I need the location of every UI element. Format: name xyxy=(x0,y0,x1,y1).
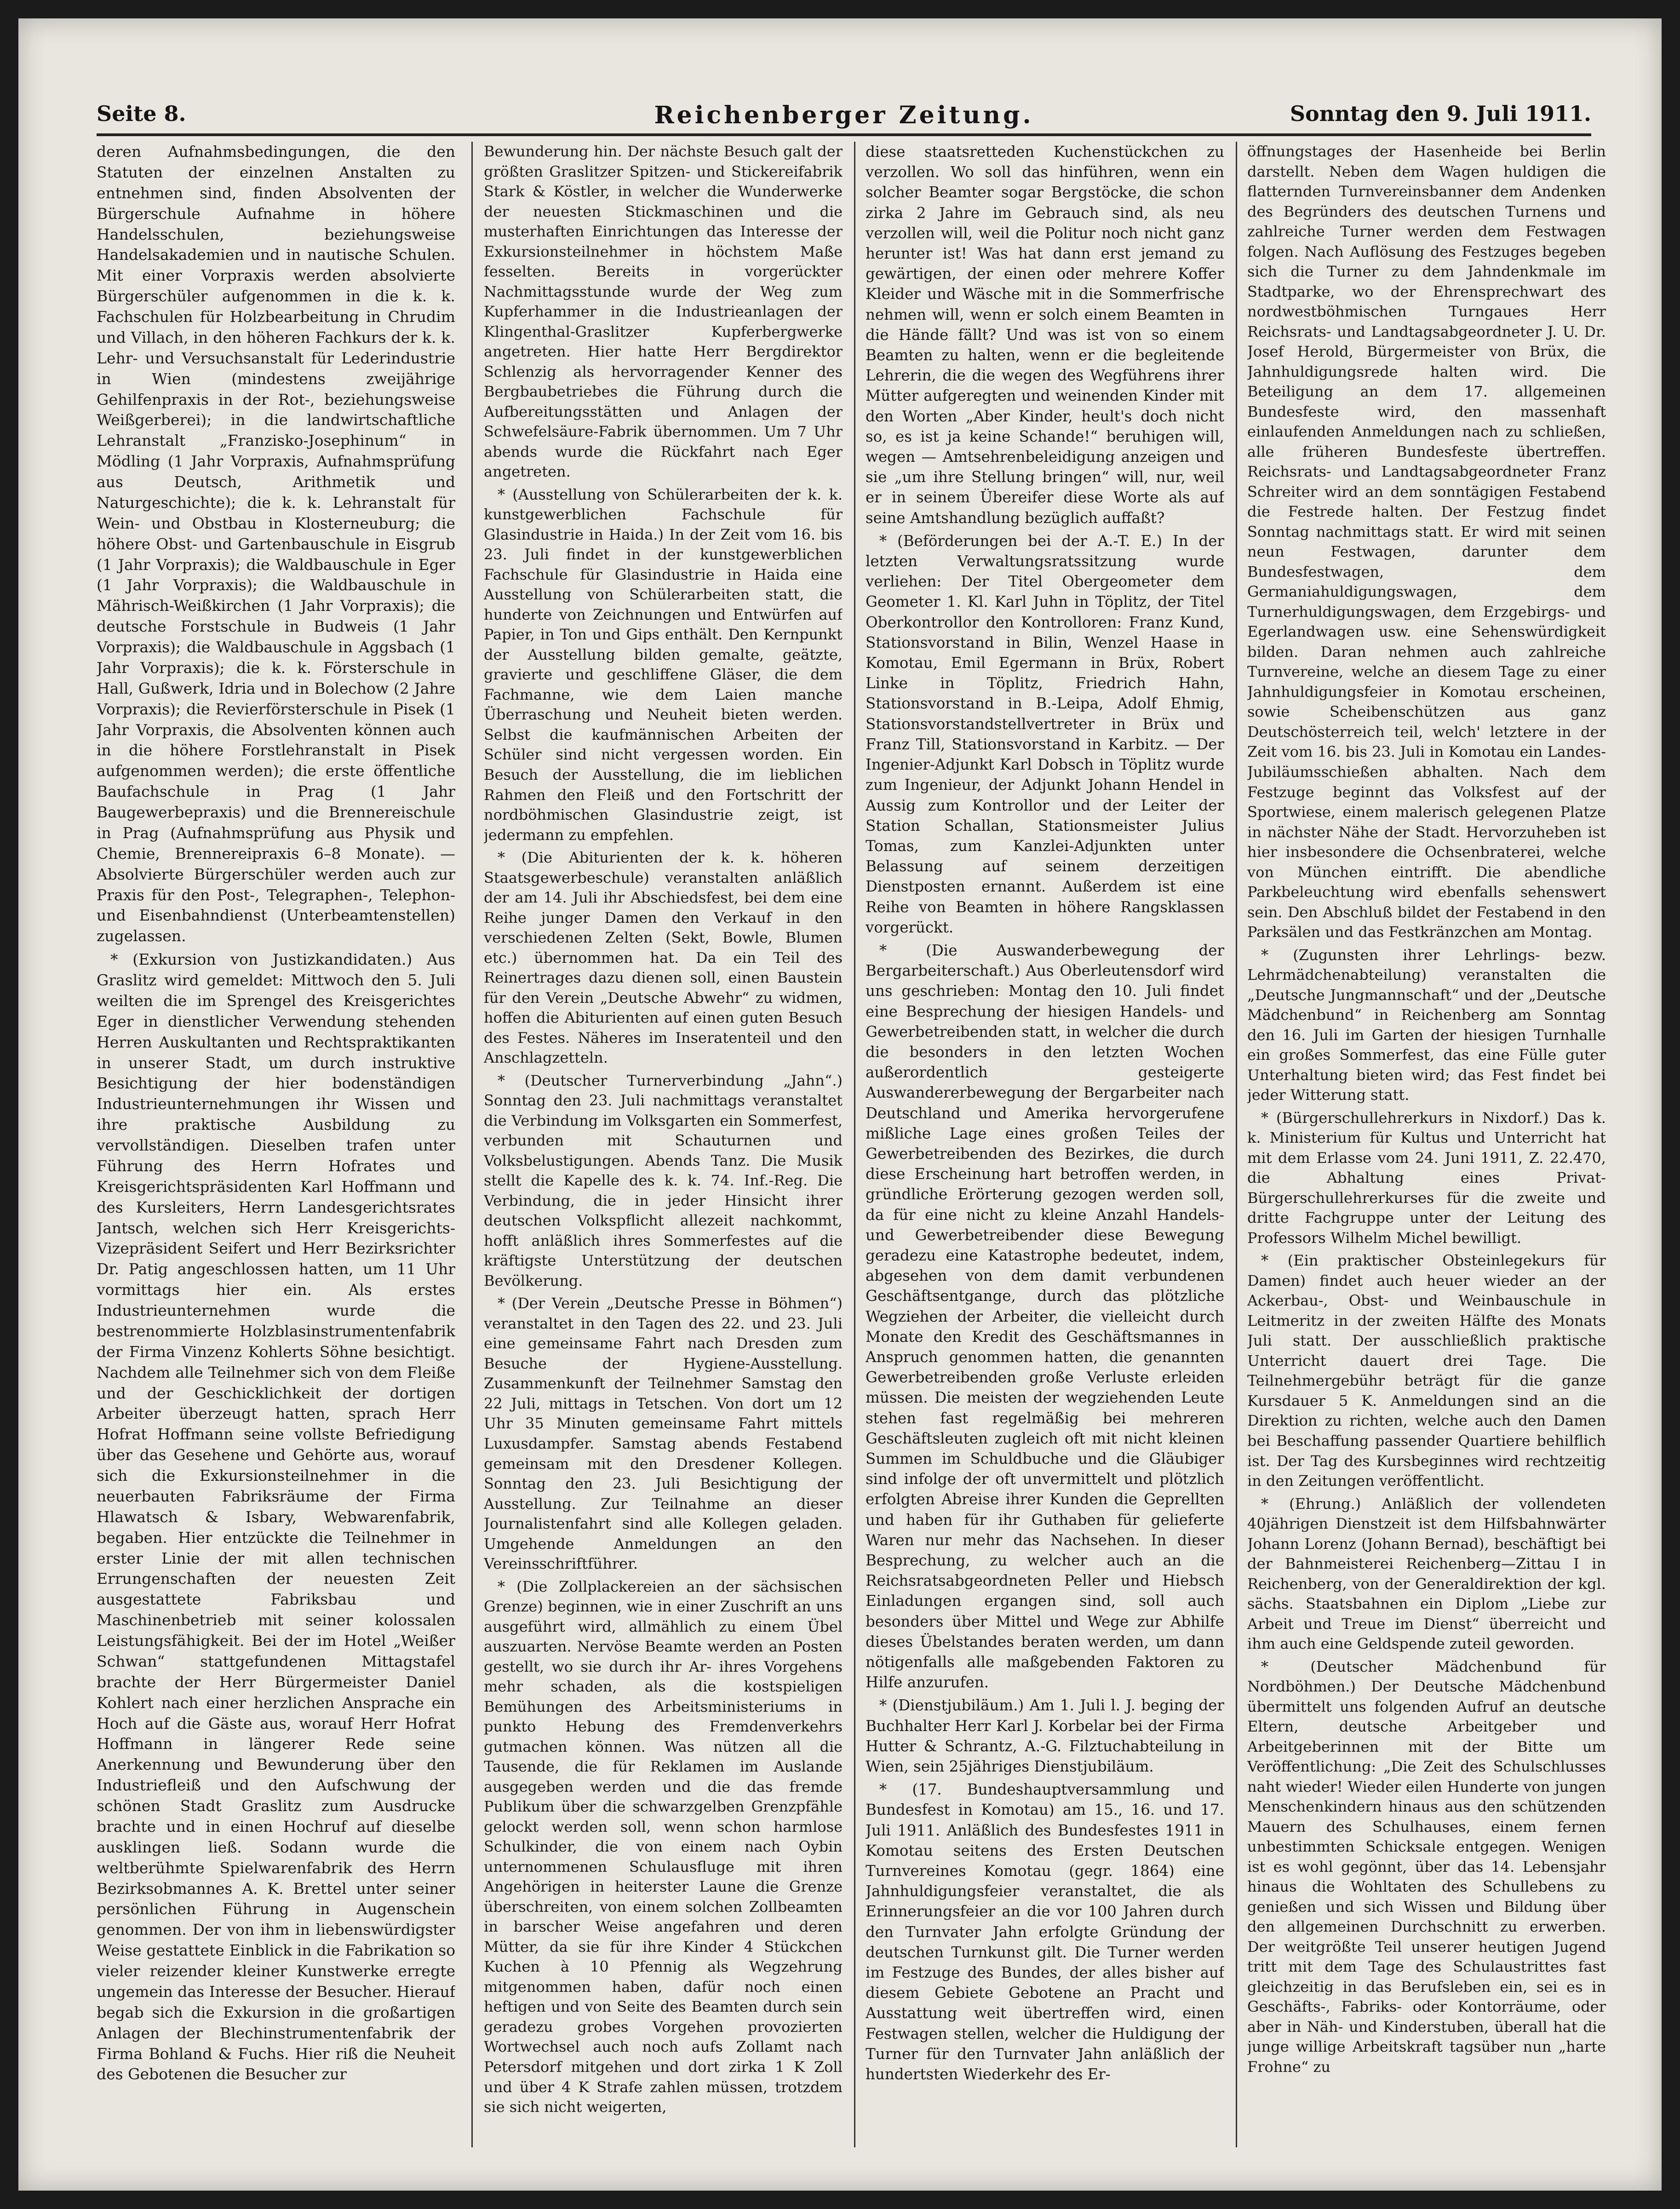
article-paragraph: * (Dienstjubiläum.) Am 1. Juli l. J. beging der Buchhalter Herr Karl J. Korbelar bei der Firma Hutter & Schrantz, A.-G. Filztuchabteilung in Wien, sein 25jähriges Dienstjubiläum. xyxy=(866,1697,1224,1776)
article-paragraph: * (Bürgerschullehrerkurs in Nixdorf.) Das k. k. Ministerium für Kultus und Unterricht hat mit dem Erlasse vom 24. Juni 1911, Z. 22.470, die Abhaltung eines Privat-Bürgerschullehrerkurses für die zweite und dritte Fachgruppe unter der Leitung des Professors Wilhelm Michel bewilligt. xyxy=(1247,1109,1606,1247)
article-paragraph: * (Ein praktischer Obsteinlegekurs für Damen) findet auch heuer wieder an der Ackerbau-, Obst- und Weinbauschule in Leitmeritz in der zweiten Hälfte des Monats Juli statt. Der ausschließlich praktische Unterricht dauert drei Tage. Die Teilnehmergebühr beträgt für die ganze Kursdauer 5 K. Anmeldungen sind an die Direktion zu richten, welche auch den Damen bei Beschaffung passender Quartiere behilflich ist. Der Tag des Kursbeginnes wird rechtzeitig in den Zeitungen veröffentlicht. xyxy=(1247,1252,1606,1490)
newspaper-page xyxy=(18,18,1662,2191)
page-number: Seite 8. xyxy=(97,101,186,126)
header-rule xyxy=(97,133,1591,136)
page-header xyxy=(97,101,1591,133)
article-paragraph: * (Zugunsten ihrer Lehrlings- bezw. Lehrmädchenabteilung) veranstalten die „Deutsche Jungmannschaft“ und der „Deutsche Mädchenbund“ in Reichenberg am Sonntag den 16. Juli im Garten der hiesigen Turnhalle ein großes Sommerfest, das eine Fülle guter Unterhaltung bieten wird; das Fest findet bei jeder Witterung statt. xyxy=(1247,946,1606,1104)
article-paragraph: deren Aufnahmsbedingungen, die den Statuten der einzelnen Anstalten zu entnehmen sind, finden Absolventen der Bürgerschule Aufnahme in höhere Handelsschulen, beziehungsweise Handelsakademien und in nautische Schulen. Mit einer Vorpraxis werden absolvierte Bürgerschüler aufgenommen in die k. k. Fachschulen für Holzbearbeitung in Chrudim und Villach, in den höheren Fachkurs der k. k. Lehr- und Versuchsanstalt für Lederindustrie in Wien (mindestens zweijährige Gehilfenpraxis in der Rot-, beziehungsweise Weißgerberei); in die landwirtschaftliche Lehranstalt „Franzisko-Josephinum“ in Mödling (1 Jahr Vorpraxis, Aufnahmsprüfung aus Deutsch, Arithmetik und Naturgeschichte); die k. k. Lehranstalt für Wein- und Obstbau in Klosterneuburg; die höhere Obst- und Gartenbauschule in Eisgrub (1 Jahr Vorpraxis); die Waldbauschule in Eger (1 Jahr Vorpraxis); die Waldbauschule in Mährisch-Weißkirchen (1 Jahr Vorpraxis); die deutsche Forstschule in Budweis (1 Jahr Vorpraxis); die Waldbauschule in Aggsbach (1 Jahr Vorpraxis); die k. k. Försterschule in Hall, Gußwerk, Idria und in Bolechow (2 Jahre Vorpraxis); die Revierförsterschule in Pisek (1 Jahr Vorpraxis, die Absolventen können auch in die höhere Forstlehranstalt in Pisek aufgenommen werden); die erste öffentliche Baufachschule in Prag (1 Jahr Baugewerbepraxis) und die Brennereischule in Prag (Aufnahmsprüfung aus Physik und Chemie, Brennereipraxis 6–8 Monate). — Absolvierte Bürgerschüler werden auch zur Praxis für den Post-, Telegraphen-, Telephon- und Eisenbahndienst (Unterbeamtenstellen) zugelassen. xyxy=(97,143,455,945)
column-3 xyxy=(866,142,1224,2147)
article-paragraph: * (Deutscher Mädchenbund für Nordböhmen.) Der Deutsche Mädchenbund übermittelt uns folgenden Aufruf an deutsche Eltern, deutsche Arbeitgeber und Arbeitgeberinnen mit der Bitte um Veröffentlichung: „Die Zeit des Schulschlusses naht wieder! Wieder eilen Hunderte von jungen Menschenkindern hinaus aus den schützenden Mauern des Schulhauses, einem fernen unbestimmten Schicksale entgegen. Wenigen ist es wohl gegönnt, über das 14. Lebensjahr hinaus die Wohltaten des Schullebens zu genießen und sich Wissen und Bildung über den allgemeinen Durchschnitt zu erwerben. Der weitgrößte Teil unserer heutigen Jugend tritt mit dem Tage des Schulaustrittes fast gleichzeitig in das Berufsleben ein, sei es in Geschäfts-, Fabriks- oder Kontorräume, oder aber in Näh- und Kinderstuben, überall hat die junge willige Arbeitskraft tagsüber nun „harte Frohne“ zu xyxy=(1247,1657,1606,2076)
article-paragraph: * (Ehrung.) Anläßlich der vollendeten 40jährigen Dienstzeit ist dem Hilfsbahnwärter Johann Lorenz (Johann Bernad), beschäftigt bei der Bahnmeisterei Reichenberg—Zittau I in Reichenberg, von der Generaldirektion der kgl. sächs. Staatsbahnen ein Diplom „Liebe zur Arbeit und Treue im Dienst“ überreicht und ihm auch eine Geldspende zuteil geworden. xyxy=(1247,1495,1606,1653)
column-divider xyxy=(1236,142,1237,2147)
article-paragraph: * (Ausstellung von Schülerarbeiten der k. k. kunstgewerblichen Fachschule für Glasindustrie in Haida.) In der Zeit vom 16. bis 23. Juli findet in der kunstgewerblichen Fachschule für Glasindustrie in Haida eine Ausstellung von Schülerarbeiten statt, die hunderte von Zeichnungen und Entwürfen auf Papier, in Ton und Gips enthält. Den Kernpunkt der Ausstellung bilden gemalte, geätzte, gravierte und geschliffene Gläser, die dem Fachmanne, wie dem Laien manche Überraschung und Neuheit bieten werden. Selbst die kaufmännischen Arbeiten der Schüler sind nicht vergessen worden. Ein Besuch der Ausstellung, die im lieblichen Rahmen den Fleiß und den Fortschritt der nordböhmischen Glasindustrie zeigt, ist jedermann zu empfehlen. xyxy=(484,485,843,844)
article-paragraph: diese staatsretteden Kuchenstückchen zu verzollen. Wo soll das hinführen, wenn ein solcher Beamter sogar Bergstöcke, die schon zirka 2 Jahre im Gebrauch sind, als neu verzollen will, weil die Politur noch nicht ganz herunter ist! Was hat dann erst jemand zu gewärtigen, der einen oder mehrere Koffer Kleider und Wäsche mit in die Sommerfrische nehmen will, wenn er solch einem Beamten in die Hände fällt? Und was ist von so einem Beamten zu halten, wenn er die begleitende Lehrerin, die die wegen des Wegführens ihrer Mütter aufgeregten und weinenden Kinder mit den Worten „Aber Kinder, heult's doch nicht so, es ist ja keine Schande!“ beruhigen will, wegen — Amtsehrenbeleidigung anzeigen und sie „um ihre Stellung bringen“ will, nur, weil er in seinem Übereifer diese Worte als auf seine Amtshandlung bezüglich auffaßt? xyxy=(866,143,1224,527)
column-divider xyxy=(854,142,855,2147)
column-1 xyxy=(97,142,455,2147)
article-paragraph: * (Der Verein „Deutsche Presse in Böhmen“) veranstaltet in den Tagen des 22. und 23. Juli eine gemeinsame Fahrt nach Dresden zum Besuche der Hygiene-Ausstellung. Zusammenkunft der Teilnehmer Samstag den 22 Juli, mittags in Tetschen. Von dort um 12 Uhr 35 Minuten gemeinsame Fahrt mittels Luxusdampfer. Samstag abends Festabend gemeinsam mit den Dresdener Kollegen. Sonntag den 23. Juli Besichtigung der Ausstellung. Zur Teilnahme an dieser Journalistenfahrt sind alle Kollegen geladen. Umgehende Anmeldungen an den Vereinsschriftführer. xyxy=(484,1294,843,1573)
column-4 xyxy=(1247,142,1606,2147)
column-2 xyxy=(484,142,843,2147)
article-paragraph: * (Die Auswanderbewegung der Bergarbeiterschaft.) Aus Oberleutensdorf wird uns geschrieben: Montag den 10. Juli findet eine Besprechung der hiesigen Handels- und Gewerbetreibenden statt, in welcher die durch die besonders in den letzten Wochen außerordentlich gesteigerte Auswandererbewegung der Bergarbeiter nach Deutschland und Amerika hervorgerufene mißliche Lage eines großen Teiles der Gewerbetreibenden des Bezirkes, die durch diese Erscheinung hart betroffen werden, in gründliche Erörterung gezogen werden soll, da für eine nicht zu kleine Anzahl Handels- und Gewerbetreibender diese Bewegung geradezu eine Katastrophe bedeutet, indem, abgesehen von dem damit verbundenen Geschäftsentgange, durch das plötzliche Wegziehen der Arbeiter, die vielleicht durch Monate den Kredit des Geschäftsmannes in Anspruch genommen hatten, die genannten Gewerbetreibenden große Verluste erleiden müssen. Die meisten der wegziehenden Leute stehen fast regelmäßig bei mehreren Geschäftsleuten zugleich oft mit nicht kleinen Summen im Schuldbuche und die Gläubiger sind infolge der oft unvermittelt und plötzlich erfolgten Abreise ihrer Kunden die Geprellten und haben für ihr Guthaben für gelieferte Waren nur mehr das Nachsehen. In dieser Besprechung, zu welcher auch an die Reichsratsabgeordneten Peller und Hiebsch Einladungen ergangen sind, soll auch besonders über Mittel und Wege zur Abhilfe dieses Übelstandes beraten werden, um dann nötigenfalls alle maßgebenden Faktoren zu Hilfe anzurufen. xyxy=(866,941,1224,1691)
article-paragraph: * (Exkursion von Justizkandidaten.) Aus Graslitz wird gemeldet: Mittwoch den 5. Juli weilten die im Sprengel des Kreisgerichtes Eger in dienstlicher Verwendung stehenden Herren Auskultanten und Rechtspraktikanten in unserer Stadt, um durch instruktive Besichtigung der hier bodenständigen Industrieunternehmungen ihr Wissen und ihre praktische Ausbildung zu vervollständigen. Dieselben trafen unter Führung des Herrn Hofrates und Kreisgerichtspräsidenten Karl Hoffmann und des Kursleiters, Herrn Landesgerichtsrates Jantsch, welchen sich Herr Kreisgerichts-Vizepräsident Seifert und Herr Bezirksrichter Dr. Patig angeschlossen hatten, um 11 Uhr vormittags hier ein. Als erstes Industrieunternehmen wurde die bestrenommierte Holzblasinstrumentenfabrik der Firma Vinzenz Kohlerts Söhne besichtigt. Nachdem alle Teilnehmer sich von dem Fleiße und der Geschicklichkeit der dortigen Arbeiter überzeugt hatten, sprach Herr Hofrat Hoffmann seine vollste Befriedigung über das Gesehene und Gehörte aus, worauf sich die Exkursionsteilnehmer in die neuerbauten Fabriksräume der Firma Hlawatsch & Isbary, Webwarenfabrik, begaben. Hier entzückte die Teilnehmer in erster Linie der mit allen technischen Errungenschaften der neuesten Zeit ausgestattete Fabriksbau und Maschinenbetrieb mit seiner kolossalen Leistungsfähigkeit. Bei der im Hotel „Weißer Schwan“ stattgefundenen Mittagstafel brachte der Herr Bürgermeister Daniel Kohlert nach einer herzlichen Ansprache ein Hoch auf die Gäste aus, worauf Herr Hofrat Hoffmann in längerer Rede seine Anerkennung und Bewunderung über den Industriefleiß und den Aufschwung der schönen Stadt Graslitz zum Ausdrucke brachte und in einen Hochruf auf dieselbe ausklingen ließ. Sodann wurde die weltberühmte Spielwarenfabrik des Herrn Bezirksobmannes A. K. Brettel unter seiner persönlichen Führung in Augenschein genommen. Der von ihm in liebenswürdigster Weise gestattete Einblick in die Fabrikation so vieler reizender kleiner Kunstwerke erregte ungemein das Interesse der Besucher. Hierauf begab sich die Exkursion in die großartigen Anlagen der Blechinstrumentenfabrik der Firma Bohland & Fuchs. Hier riß die Neuheit des Gebotenen die Besucher zur xyxy=(97,950,455,2083)
article-paragraph: * (Die Abiturienten der k. k. höheren Staatsgewerbeschule) veranstalten anläßlich der am 14. Juli ihr Abschiedsfest, bei dem eine Reihe junger Damen den Verkauf in den verschiedenen Zelten (Sekt, Bowle, Blumen etc.) übernommen hat. Da ein Teil des Reinertrages dazu dienen soll, einen Baustein für den Verein „Deutsche Abwehr“ zu widmen, hoffen die Abiturienten auf einen guten Besuch des Festes. Näheres im Inseratenteil und den Anschlagzetteln. xyxy=(484,849,843,1067)
article-paragraph: Bewunderung hin. Der nächste Besuch galt der größten Graslitzer Spitzen- und Stickereifabrik Stark & Köstler, in welcher die Wunderwerke der neuesten Stickmaschinen und die musterhaften Einrichtungen das Interesse der Exkursionsteilnehmer in höchstem Maße fesselten. Bereits in vorgerückter Nachmittagsstunde wurde der Weg zum Kupferhammer in die Industrieanlagen der Klingenthal-Graslitzer Kupferbergwerke angetreten. Hier hatte Herr Bergdirektor Schlenzig als hervorragender Kenner des Bergbaubetriebes die Führung durch die Aufbereitungsstätten und Anlagen der Schwefelsäure-Fabrik übernommen. Um 7 Uhr abends wurde die Rückfahrt nach Eger angetreten. xyxy=(484,143,843,481)
issue-date: Sonntag den 9. Juli 1911. xyxy=(1290,101,1591,126)
article-paragraph: * (17. Bundeshauptversammlung und Bundesfest in Komotau) am 15., 16. und 17. Juli 1911. Anläßlich des Bundesfestes 1911 in Komotau seitens des Ersten Deutschen Turnvereines Komotau (gegr. 1864) eine Jahnhuldigungsfeier veranstaltet, die als Erinnerungsfeier an die vor 100 Jahren durch den Turnvater Jahn erfolgte Gründung der deutschen Turnkunst gilt. Die Turner werden im Festzuge des Bundes, der alles bisher auf diesem Gebiete Gebotene an Pracht und Ausstattung weit übertreffen wird, einen Festwagen stellen, welcher die Huldigung der Turner für den Turnvater Jahn anläßlich der hundertsten Wiederkehr des Er- xyxy=(866,1781,1224,2083)
column-divider xyxy=(471,142,473,2147)
article-paragraph: * (Die Zollplackereien an der sächsischen Grenze) beginnen, wie in einer Zuschrift an uns ausgeführt wird, allmählich zu einem Übel auszuarten. Nervöse Beamte werden an Posten gestellt, wo sie durch ihr Ar- ihres Vorgehens mehr schaden, als die kostspieligen Bemühungen des Arbeitsministeriums in punkto Hebung des Fremdenverkehrs gutmachen können. Was nützen all die Tausende, die für Reklamen im Auslande ausgegeben werden und die das fremde Publikum über die schwarzgelben Grenzpfähle gelockt werden soll, wenn schon harmlose Schulkinder, die von einem nach Oybin unternommenen Schulausfluge mit ihren Angehörigen in heiterster Laune die Grenze überschreiten, von einem solchen Zollbeamten in barscher Weise angefahren und deren Mütter, da sie für ihre Kinder 4 Stückchen Kuchen à 10 Pfennig als Wegzehrung mitgenommen haben, dafür noch einen heftigen und von Seite des Beamten durch sein geradezu grobes Vorgehen provozierten Wortwechsel auch noch aufs Zollamt nach Petersdorf mitgehen und dort zirka 1 K Zoll und über 4 K Strafe zahlen müssen, trotzdem sie sich nicht weigerten, xyxy=(484,1577,843,2116)
article-paragraph: * (Beförderungen bei der A.-T. E.) In der letzten Verwaltungsratssitzung wurde verliehen: Der Titel Obergeometer dem Geometer 1. Kl. Karl Juhn in Töplitz, der Titel Oberkontrollor den Kontrolloren: Franz Kund, Stationsvorstand in Bilin, Wenzel Haase in Komotau, Emil Egermann in Brüx, Robert Linke in Töplitz, Friedrich Hahn, Stationsvorstand in B.-Leipa, Adolf Ehmig, Stationsvorstandstellvertreter in Brüx und Franz Till, Stationsvorstand in Karbitz. — Der Ingenier-Adjunkt Karl Dobsch in Töplitz wurde zum Ingenieur, der Adjunkt Johann Hendel in Aussig zum Kontrollor und der Leiter der Station Schallan, Stationsmeister Julius Tomas, zum Kanzlei-Adjunkten unter Belassung auf seinem derzeitigen Dienstposten ernannt. Außerdem ist eine Reihe von Beamten in höhere Rangsklassen vorgerückt. xyxy=(866,532,1224,936)
article-paragraph: öffnungstages der Hasenheide bei Berlin darstellt. Neben dem Wagen huldigen die flatternden Turnvereinsbanner dem Andenken des Begründers des deutschen Turnens und zahlreiche Turner werden dem Festwagen folgen. Nach Auflösung des Festzuges begeben sich die Turner zu dem Jahndenkmale im Stadtparke, wo der Ehrensprechwart des nordwestböhmischen Turngaues Herr Reichsrats- und Landtagsabgeordneter J. U. Dr. Josef Herold, Bürgermeister von Brüx, die Jahnhuldigungsrede halten wird. Die Beteiligung an dem 17. allgemeinen Bundesfeste wird, den massenhaft einlaufenden Anmeldungen nach zu schließen, alle früheren Bundesfeste übertreffen. Reichsrats- und Landtagsabgeordneter Franz Schreiter wird an dem sonntägigen Festabend die Festrede halten. Der Festzug findet Sonntag nachmittags statt. Er wird mit seinen neun Festwagen, darunter dem Bundesfestwagen, dem Germaniahuldigungswagen, dem Turnerhuldigungswagen, dem Erzgebirgs- und Egerlandwagen usw. eine Sehenswürdigkeit bilden. Daran nehmen auch zahlreiche Turnvereine, welche an diesem Tage zu einer Jahnhuldigungsfeier in Komotau erscheinen, sowie Scheibenschützen aus ganz Deutschösterreich teil, welch' letztere in der Zeit vom 16. bis 23. Juli in Komotau ein Landes-Jubiläumsschießen abhalten. Nach dem Festzuge beginnt das Volksfest auf der Sportwiese, einem malerisch gelegenen Platze in nächster Nähe der Stadt. Hervorzuheben ist hier insbesondere die Ochsenbraterei, welche von München eintrifft. Die abendliche Parkbeleuchtung wird ebenfalls sehenswert sein. Den Abschluß bildet der Festabend in den Parksälen und das Festkränzchen am Montag. xyxy=(1247,143,1606,941)
article-paragraph: * (Deutscher Turnerverbindung „Jahn“.) Sonntag den 23. Juli nachmittags veranstaltet die Verbindung im Volksgarten ein Sommerfest, verbunden mit Schauturnen und Volksbelustigungen. Abends Tanz. Die Musik stellt die Kapelle des k. k. 74. Inf.-Reg. Die Verbindung, die in jeder Hinsicht ihrer deutschen Volkspflicht allezeit nachkommt, hofft anläßlich ihres Sommerfestes auf die kräftigste Unterstützung der deutschen Bevölkerung. xyxy=(484,1071,843,1289)
newspaper-title: Reichenberger Zeitung. xyxy=(654,101,1034,129)
